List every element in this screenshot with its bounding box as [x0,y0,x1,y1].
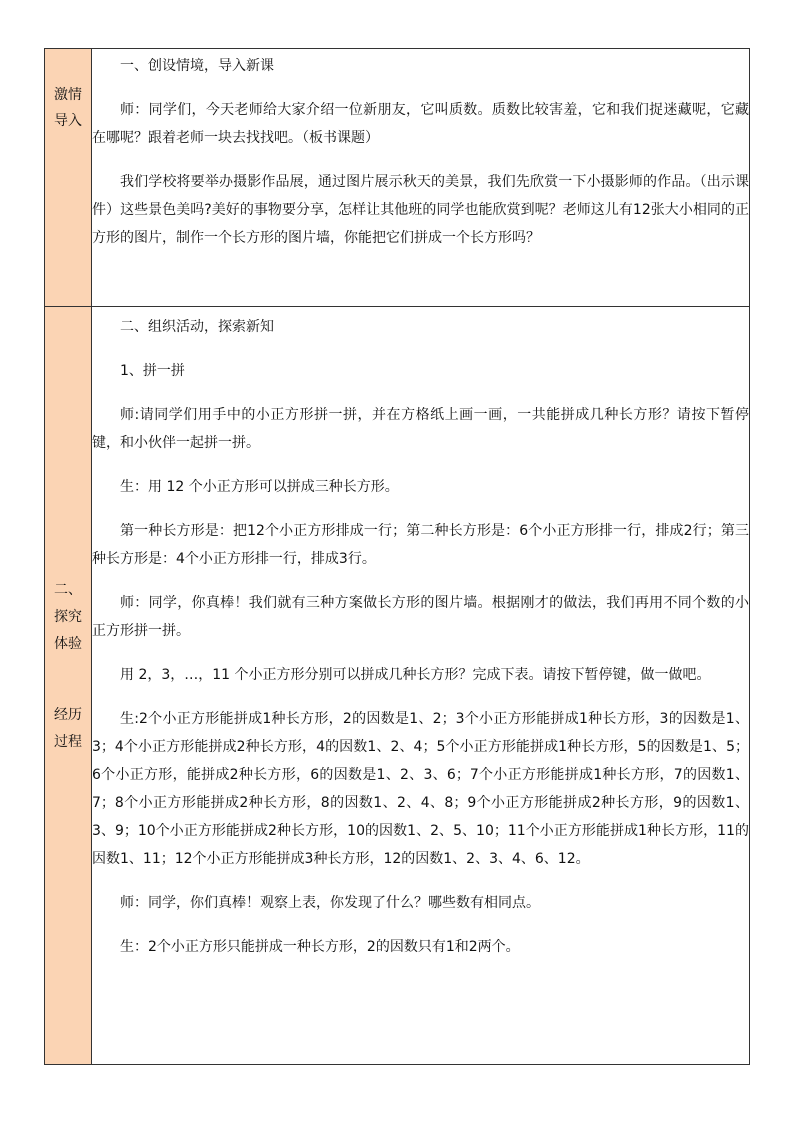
section-label-line: 二、 [54,582,82,598]
paragraph: 师：同学，你真棒！我们就有三种方案做长方形的图片墙。根据刚才的做法，我们再用不同个数的小正方形拼一拼。 [92,595,749,639]
paragraph: 师：同学，你们真棒！观察上表，你发现了什么？哪些数有相同点。 [120,895,540,911]
paragraph: 生：2个小正方形只能拼成一种长方形，2的因数只有1和2两个。 [120,939,520,955]
paragraph: 师：同学们，今天老师给大家介绍一位新朋友，它叫质数。质数比较害羞，它和我们捉迷藏呢，它藏在哪呢？跟着老师一块去找找吧。（板书课题） [92,102,749,146]
section-row-explore [45,307,750,1065]
section-row-intro [45,49,750,307]
section-heading: 一、创设情境，导入新课 [120,58,274,74]
paragraph: 生:2个小正方形能拼成1种长方形，2的因数是1、2；3个小正方形能拼成1种长方形，3的因数是1、3；4个小正方形能拼成2种长方形，4的因数1、2、4；5个小正方形能拼成1种长方形，5的因数是1、5；6个小正方形，能拼成2种长方形，6的因数是1、2、3、6；7个小正方形能拼成1种长方形，7的因数1、7；8个小正方形能拼成2种长方形，8的因数1、2、4、8；9个小正方形能拼成2种长方形，9的因数1、3、9；10个小正方形能拼成2种长方形，10的因数1、2、5、10；11个小正方形能拼成1种长方形，11的因数1、11；12个小正方形能拼成3种长方形，12的因数1、2、3、4、6、12。 [92,711,749,867]
section-heading: 二、组织活动，探索新知 [120,319,274,335]
section-label-intro [45,49,92,307]
paragraph: 用 2，3，…，11 个小正方形分别可以拼成几种长方形？完成下表。请按下暂停键，做一做吧。 [120,667,711,683]
paragraph: 师:请同学们用手中的小正方形拼一拼，并在方格纸上画一画，一共能拼成几种长方形？请按下暂停键，和小伙伴一起拼一拼。 [92,407,749,451]
paragraph: 生：用 12 个小正方形可以拼成三种长方形。 [120,479,399,495]
section-content-intro [92,49,750,307]
section-label-line: 经历 [54,707,82,723]
lesson-plan-table [44,48,750,1065]
section-label-line: 导入 [54,113,82,129]
section-label-line: 体验 [54,636,82,652]
section-label-line: 激情 [54,87,82,103]
paragraph: 第一种长方形是：把12个小正方形排成一行；第二种长方形是：6个小正方形排一行，排成2行；第三种长方形是：4个小正方形排一行，排成3行。 [92,523,749,567]
section-content-explore [92,307,750,1065]
paragraph: 我们学校将要举办摄影作品展，通过图片展示秋天的美景，我们先欣赏一下小摄影师的作品。（出示课件）这些景色美吗?美好的事物要分享，怎样让其他班的同学也能欣赏到呢？老师这儿有12张大小相同的正方形的图片，制作一个长方形的图片墙，你能把它们拼成一个长方形吗？ [92,174,749,246]
section-label-line: 过程 [54,734,82,750]
section-label-explore [45,307,92,1065]
section-label-line: 探究 [54,609,82,625]
sub-heading: 1、拼一拼 [120,363,185,379]
